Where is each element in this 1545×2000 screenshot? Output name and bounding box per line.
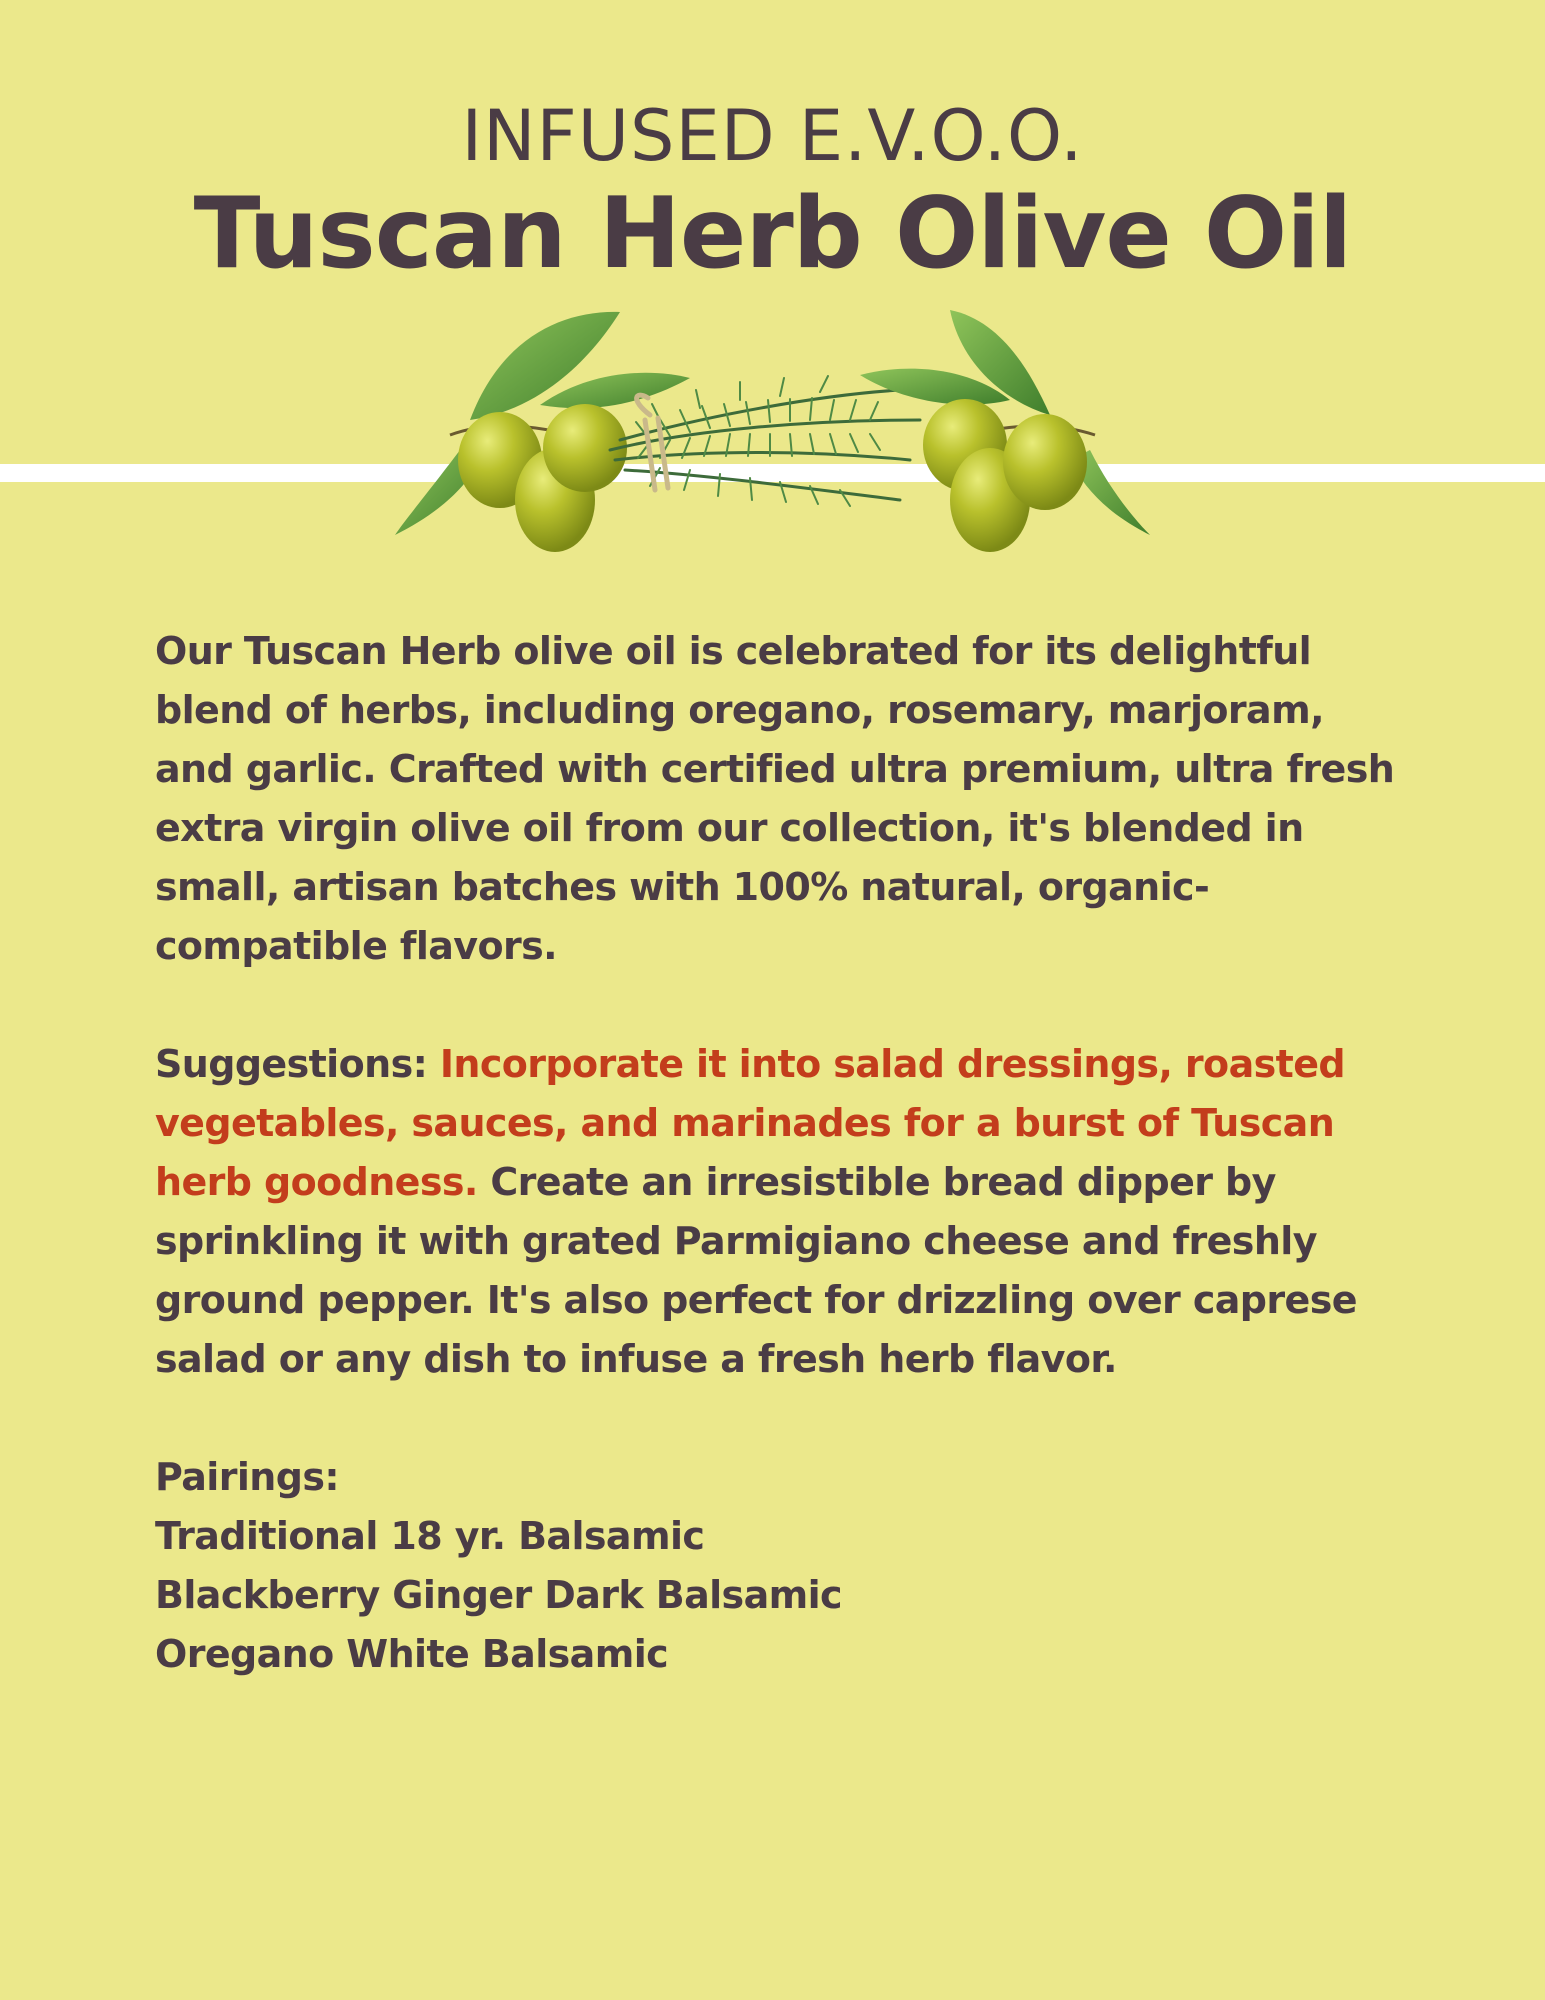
pairing-item: Oregano White Balsamic: [155, 1632, 669, 1676]
suggestions-rest: Create an irresistible bread dipper by sprinkling it with grated Parmigiano cheese and freshly ground pepper. It's also perfect for drizzling over caprese salad or any dish to infuse a fresh herb flavor.: [155, 1160, 1357, 1381]
suggestions-label: Suggestions:: [155, 1042, 428, 1086]
description-block: [155, 622, 1405, 1684]
product-category: INFUSED E.V.O.O.: [461, 95, 1084, 177]
pairing-item: Blackberry Ginger Dark Balsamic: [155, 1573, 842, 1617]
suggestions-paragraph: [155, 1035, 1405, 1389]
pairings-label: Pairings:: [155, 1455, 339, 1499]
olive-rosemary-garnish-icon: [390, 300, 1155, 570]
pairings-section: [155, 1448, 1405, 1684]
pairing-item: Traditional 18 yr. Balsamic: [155, 1514, 705, 1558]
suggestions-highlight: Incorporate it into salad dressings, roasted vegetables, sauces, and marinades for a burst of Tuscan herb goodness.: [155, 1042, 1345, 1204]
pairings-list: [155, 1507, 1405, 1684]
product-description: Our Tuscan Herb olive oil is celebrated for its delightful blend of herbs, including oregano, rosemary, marjoram, and garlic. Crafted with certified ultra premium, ultra fresh extra virgin olive oil from our collection, it's blended in small, artisan batches with 100% natural, organic-compatible flavors.: [155, 629, 1395, 968]
product-title: Tuscan Herb Olive Oil: [193, 177, 1352, 291]
